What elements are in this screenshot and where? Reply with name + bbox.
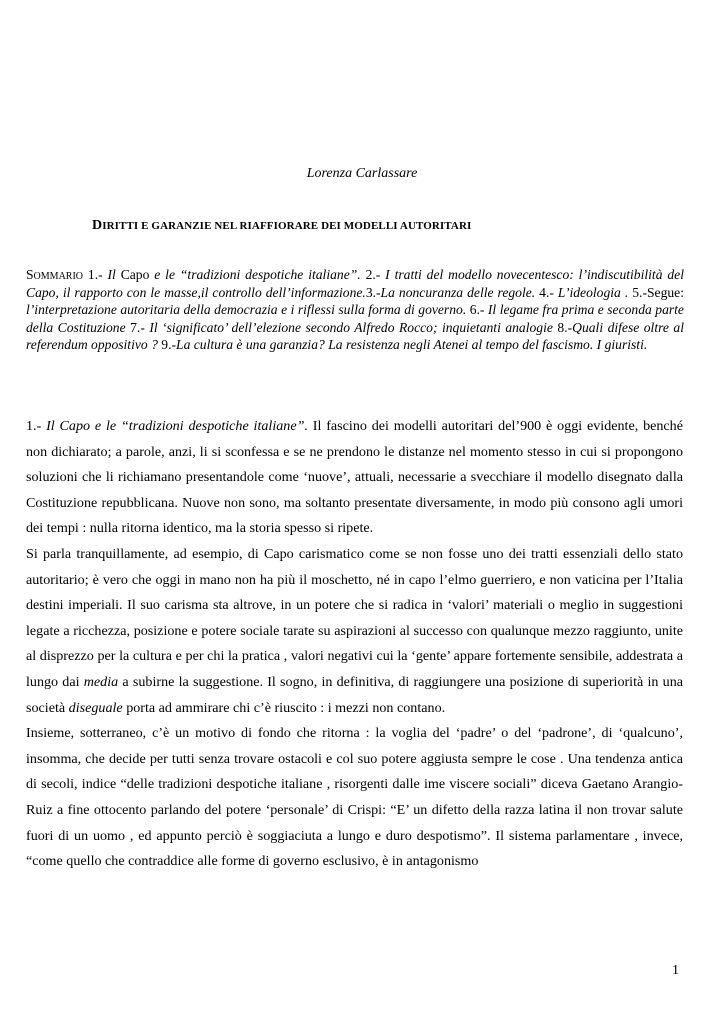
summary-segment: Capo xyxy=(120,267,150,282)
page-number: 1 xyxy=(672,963,679,978)
section-number: 1.- xyxy=(26,418,47,434)
paragraph-emphasis: diseguale xyxy=(68,699,123,716)
summary-segment: I tratti del modello novecentesco: l’indiscutibilità del Capo, il rapporto con le masse,il controllo dell’informazione. xyxy=(26,267,684,300)
summary-segment: Il xyxy=(107,267,121,282)
paragraph-text: Si parla tranquillamente, ad esempio, di Capo carismatico come se non fosse uno dei tratti essenziali dello stato autoritario; è vero che oggi in mano non ha più il moschetto, né in capo l’elmo guerriero, e non vaticina per l’Italia destini imperiali. Il suo carisma sta altrove, in un potere che si radica in ‘valori’ materiali o meglio in suggestioni legate a ricchezza, posizione e potere sociale tarate su aspirazioni al successo con qualunque mezzo raggiunto, unite al disprezzo per la cultura e per chi la pratica , valori negativi cui la ‘gente’ appare fortemente sensibile, addestrata a lungo dai xyxy=(26,545,683,690)
document-title xyxy=(92,218,471,234)
summary-segment: e le “tradizioni despotiche italiane”. xyxy=(149,267,361,282)
summary-segment: 2.- xyxy=(360,267,386,282)
paragraph-text: a subirne la suggestione. Il sogno, in definitiva, di raggiungere una posizione di superiorità in una società xyxy=(26,673,683,716)
paragraph-2 xyxy=(26,542,683,721)
summary-segment: Il ‘significato’ dell’elezione secondo Alfredo Rocco; inquietanti analogie xyxy=(149,319,553,335)
summary-segment: 9.- xyxy=(157,337,177,352)
summary-segment: 4.- xyxy=(535,284,558,300)
body-text xyxy=(26,414,683,875)
summary-paragraph xyxy=(26,266,684,354)
summary-segment: 1.- xyxy=(83,267,108,282)
paragraph-text: porta ad ammirare chi c’è riuscito : i mezzi non contano. xyxy=(122,699,446,716)
title-first-letter: D xyxy=(92,218,103,233)
summary-segment: 6.- xyxy=(466,302,488,317)
paragraph-text: Insieme, sotterraneo, c’è un motivo di fondo che ritorna : la voglia del ‘padre’ o del ‘padrone’, di ‘qualcuno’, insomma, che decide per tutti senza trovare ostacoli e col suo potere aggiusta sempre le cose . Una tendenza antica di secoli, indice “delle tradizioni despotiche italiane , risorgenti dalle ime viscere sociali” diceva Gaetano Arangio-Ruiz a fine ottocento parlando del potere ‘personale’ di Crispi: “E’ un difetto della razza latina il non trovar salute fuori di un uomo , ed appunto perciò è soggiaciuta a lungo e duro despotismo”. Il sistema parlamentare , invece, “come quello che contraddice alle forme di governo esclusivo, è in antagonismo xyxy=(26,725,683,870)
summary-segment: La noncuranza delle regole. xyxy=(380,284,536,300)
paragraph-text: Il fascino dei modelli autoritari del’900 è oggi evidente, benché non dichiarato; a parole, anzi, li si sconfessa e se ne prendono le distanze nel momento stesso in cui si propongono soluzioni che li richiamano presentandole come ‘nuove’, attuali, necessarie a svecchiare il modello disegnato dalla Costituzione repubblicana. Nuove non sono, ma soltanto presentate diversamente, in modo più consono agli umori dei tempi : nulla ritorna identico, ma la storia spesso si ripete. xyxy=(26,418,683,537)
paragraph-1 xyxy=(26,414,683,542)
summary-segment: Il legame fra prima e seconda parte della Costituzione xyxy=(26,302,684,335)
author-name: Lorenza Carlassare xyxy=(306,166,418,181)
paragraph-3 xyxy=(26,721,683,875)
summary-segment: La cultura è una garanzia? La resistenza negli Atenei al tempo del fascismo. I giuristi. xyxy=(176,337,648,352)
section-heading: Il Capo e le “tradizioni despotiche italiane”. xyxy=(46,418,308,434)
summary-segment: 8.- xyxy=(552,319,573,335)
summary-segment: 3.- xyxy=(365,284,381,300)
title-rest: IRITTI E GARANZIE NEL RIAFFIORARE DEI MODELLI AUTORITARI xyxy=(102,220,472,232)
paragraph-emphasis: media xyxy=(83,673,119,690)
summary-segment: l’interpretazione autoritaria della democrazia e i riflessi sulla forma di governo. xyxy=(26,302,467,317)
summary-segment: 5.-Segue: xyxy=(628,284,684,300)
summary-segment: Quali difese oltre al referendum oppositivo ? xyxy=(26,319,684,352)
summary-label: Sommario xyxy=(26,267,84,282)
summary-segment: 7.- xyxy=(125,319,150,335)
summary-segment: L’ideologia . xyxy=(557,284,629,300)
